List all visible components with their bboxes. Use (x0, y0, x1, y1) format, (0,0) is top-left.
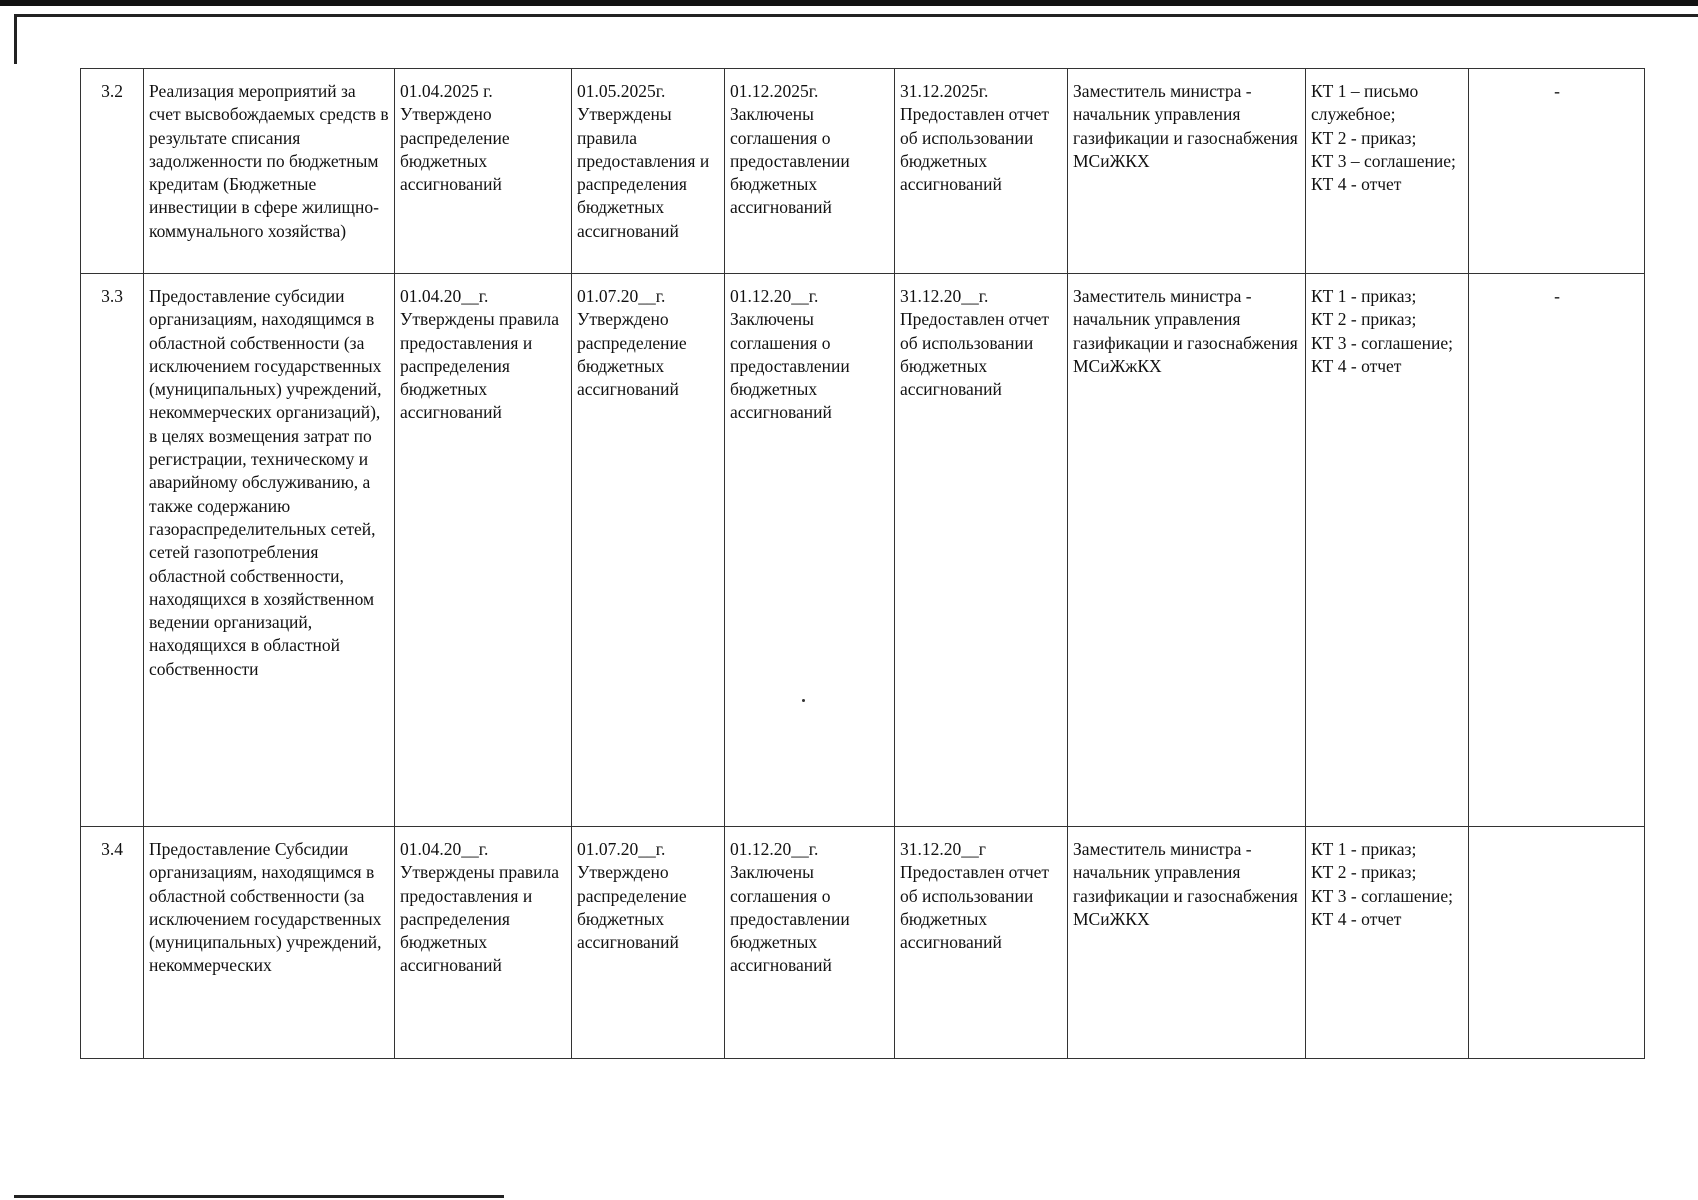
scan-speck (802, 699, 805, 702)
scan-top-border (0, 0, 1698, 6)
control-point-1: 01.04.2025 г. Утверждено распределение бюджетных ассигнований (395, 69, 572, 274)
control-point-4: 31.12.2025г. Предоставлен отчет об использовании бюджетных ассигнований (895, 69, 1068, 274)
responsible-person: Заместитель министра - начальник управления газификации и газоснабжения МСиЖжКХ (1068, 274, 1306, 827)
table-row (81, 827, 1645, 1059)
control-points-table (80, 68, 1645, 1059)
control-point-4: 31.12.20__г. Предоставлен отчет об использовании бюджетных ассигнований (895, 274, 1068, 827)
confirming-documents: КТ 1 - приказ; КТ 2 - приказ; КТ 3 - соглашение; КТ 4 - отчет (1306, 274, 1469, 827)
row-number: 3.4 (81, 827, 144, 1059)
note-cell: - (1469, 274, 1645, 827)
note-cell: - (1469, 69, 1645, 274)
table-row (81, 274, 1645, 827)
event-description: Предоставление Субсидии организациям, находящимся в областной собственности (за исключением государственных (муниципальных) учреждений, некоммерческих (144, 827, 395, 1059)
confirming-documents: КТ 1 - приказ; КТ 2 - приказ; КТ 3 - соглашение; КТ 4 - отчет (1306, 827, 1469, 1059)
row-number: 3.3 (81, 274, 144, 827)
event-description: Предоставление субсидии организациям, находящимся в областной собственности (за исключением государственных (муниципальных) учреждений, некоммерческих организаций), в целях возмещения затрат по регистрации, техническому и аварийному обслуживанию, а также содержанию газораспределительных сетей, сетей газопотребления областной собственности, находящихся в хозяйственном ведении организаций, находящихся в областной собственности (144, 274, 395, 827)
page-frame-left (14, 14, 17, 64)
control-point-3: 01.12.20__г. Заключены соглашения о предоставлении бюджетных ассигнований (725, 827, 895, 1059)
event-description: Реализация мероприятий за счет высвобождаемых средств в результате списания задолженности по бюджетным кредитам (Бюджетные инвестиции в сфере жилищно-коммунального хозяйства) (144, 69, 395, 274)
responsible-person: Заместитель министра - начальник управления газификации и газоснабжения МСиЖКХ (1068, 69, 1306, 274)
control-point-2: 01.07.20__г. Утверждено распределение бюджетных ассигнований (572, 827, 725, 1059)
control-point-2: 01.05.2025г. Утверждены правила предоставления и распределения бюджетных ассигнований (572, 69, 725, 274)
confirming-documents: КТ 1 – письмо служебное; КТ 2 - приказ; КТ 3 – соглашение; КТ 4 - отчет (1306, 69, 1469, 274)
page-footer-rule (14, 1195, 504, 1198)
control-point-2: 01.07.20__г. Утверждено распределение бюджетных ассигнований (572, 274, 725, 827)
responsible-person: Заместитель министра - начальник управления газификации и газоснабжения МСиЖКХ (1068, 827, 1306, 1059)
control-point-3: 01.12.20__г. Заключены соглашения о предоставлении бюджетных ассигнований (725, 274, 895, 827)
control-point-4: 31.12.20__г Предоставлен отчет об использовании бюджетных ассигнований (895, 827, 1068, 1059)
note-cell (1469, 827, 1645, 1059)
control-point-1: 01.04.20__г. Утверждены правила предоставления и распределения бюджетных ассигнований (395, 827, 572, 1059)
table-row (81, 69, 1645, 274)
row-number: 3.2 (81, 69, 144, 274)
control-point-3: 01.12.2025г. Заключены соглашения о предоставлении бюджетных ассигнований (725, 69, 895, 274)
control-point-1: 01.04.20__г. Утверждены правила предоставления и распределения бюджетных ассигнований (395, 274, 572, 827)
page-frame-top (14, 14, 1698, 17)
